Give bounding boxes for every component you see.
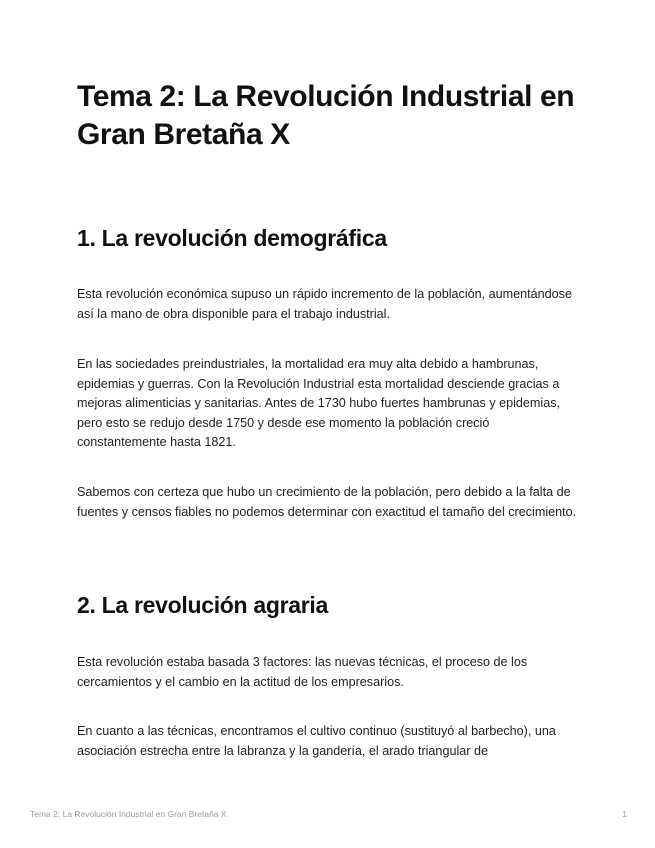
paragraph: En las sociedades preindustriales, la mortalidad era muy alta debido a hambrunas, epidemias y guerras. Con la Revolución Industrial esta mortalidad desciende gracias a mejoras alimenticias y sanitarias. Antes de 1730 hubo fuertes hambrunas y epidemias, pero esto se redujo desde 1750 y desde ese momento la población creció constantemente hasta 1821. — [77, 357, 561, 449]
page-title: Tema 2: La Revolución Industrial en Gran Bretaña X — [77, 80, 575, 151]
footer-page-number: 1 — [622, 809, 627, 819]
section-heading-agraria: 2. La revolución agraria — [77, 592, 329, 618]
paragraph: Sabemos con certeza que hubo un crecimiento de la población, pero debido a la falta de fuentes y censos fiables no podemos determinar con exactitud el tamaño del crecimiento. — [77, 485, 577, 519]
footer-document-title: Tema 2: La Revolución Industrial en Gran Bretaña X — [30, 809, 227, 819]
paragraph: En cuanto a las técnicas, encontramos el cultivo continuo (sustituyó al barbecho), una asociación estrecha entre la labranza y la gandería, el arado triangular de — [77, 724, 556, 758]
section-heading-demografica: 1. La revolución demográfica — [77, 225, 387, 251]
paragraph: Esta revolución estaba basada 3 factores: las nuevas técnicas, el proceso de los cercamientos y el cambio en la actitud de los empresarios. — [77, 655, 528, 689]
paragraph: Esta revolución económica supuso un rápido incremento de la población, aumentándose así la mano de obra disponible para el trabajo industrial. — [77, 287, 572, 321]
